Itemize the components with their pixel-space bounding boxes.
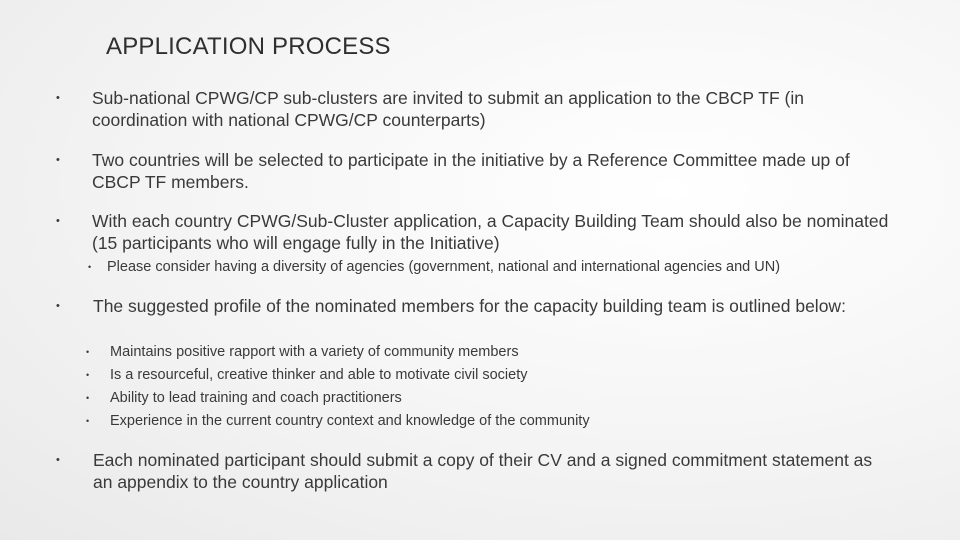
bullet-marker: • bbox=[86, 347, 90, 357]
bullet-text: With each country CPWG/Sub-Cluster application, a Capacity Building Team should also be nominated (15 participants who will engage fully in the Initiative) bbox=[92, 211, 889, 253]
sub-bullet-text: Maintains positive rapport with a variety of community members bbox=[110, 344, 519, 360]
bullet-item bbox=[56, 449, 896, 493]
bullet-marker: • bbox=[86, 416, 90, 426]
sub-bullet-item bbox=[86, 410, 590, 433]
sub-bullet-item bbox=[86, 364, 527, 387]
bullet-marker: • bbox=[86, 393, 90, 403]
bullet-marker: • bbox=[56, 154, 60, 166]
bullet-marker: • bbox=[56, 300, 60, 312]
bullet-marker: • bbox=[56, 454, 60, 466]
bullet-marker: • bbox=[56, 215, 60, 227]
bullet-marker: • bbox=[88, 262, 92, 272]
sub-bullet-text: Experience in the current country context and knowledge of the community bbox=[110, 413, 590, 429]
sub-bullet-text: Ability to lead training and coach practitioners bbox=[110, 390, 402, 406]
bullet-item bbox=[56, 210, 896, 254]
sub-bullet-text: Is a resourceful, creative thinker and able to motivate civil society bbox=[110, 367, 528, 383]
bullet-text: Two countries will be selected to participate in the initiative by a Reference Committee made up of CBCP TF members. bbox=[92, 150, 850, 192]
bullet-item bbox=[56, 149, 896, 193]
sub-bullet-text: Please consider having a diversity of agencies (government, national and international agencies and UN) bbox=[107, 259, 781, 275]
bullet-text: Each nominated participant should submit a copy of their CV and a signed commitment statement as an appendix to the country application bbox=[93, 450, 873, 492]
sub-bullet-item bbox=[88, 256, 780, 279]
slide-title: APPLICATION PROCESS bbox=[106, 33, 391, 60]
bullet-text: The suggested profile of the nominated members for the capacity building team is outlined below: bbox=[93, 296, 846, 316]
bullet-marker: • bbox=[56, 92, 60, 104]
bullet-item bbox=[56, 87, 896, 131]
bullet-text: Sub-national CPWG/CP sub-clusters are invited to submit an application to the CBCP TF (in coordination with national CPWG/CP counterparts) bbox=[92, 88, 804, 130]
sub-bullet-item bbox=[86, 341, 519, 364]
sub-bullet-item bbox=[86, 387, 402, 410]
bullet-marker: • bbox=[86, 370, 90, 380]
bullet-item bbox=[56, 295, 896, 317]
